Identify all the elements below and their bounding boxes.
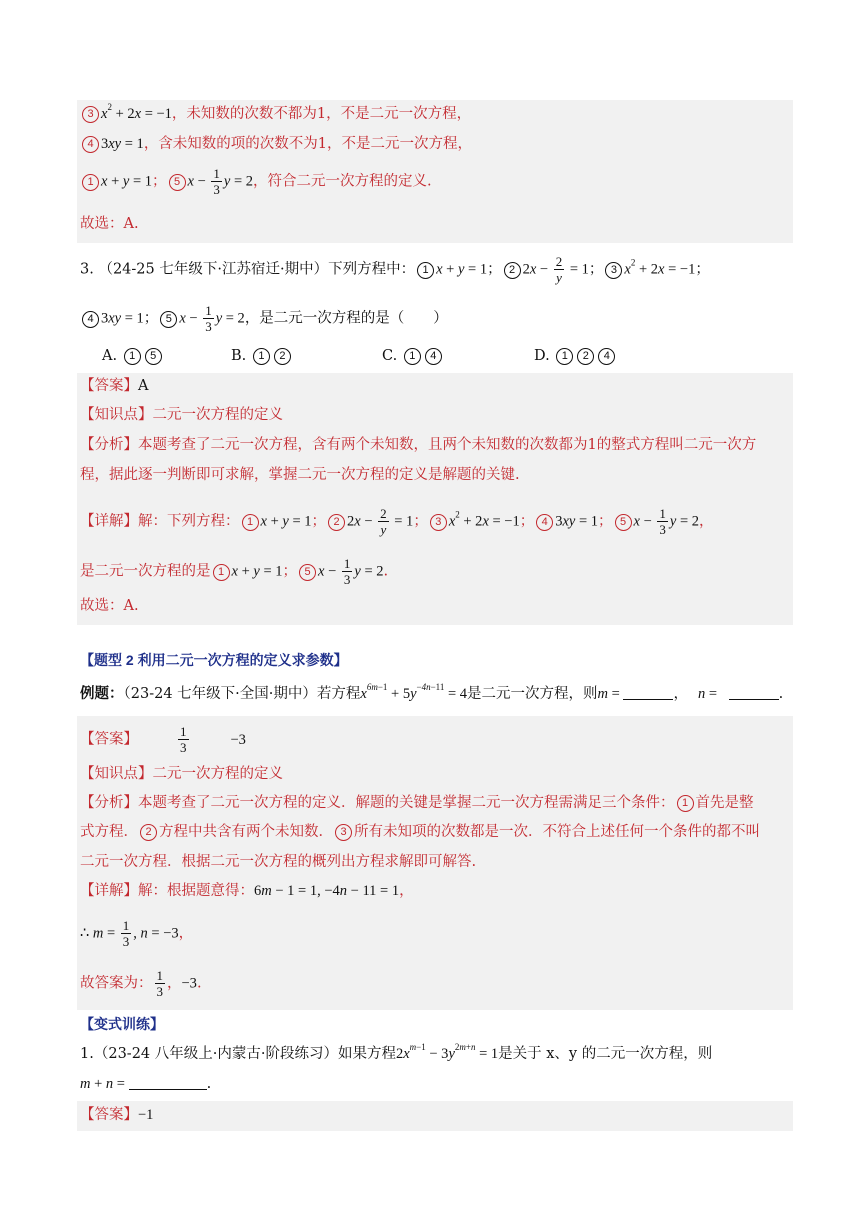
example-source: （23-24 七年级下·全国·期中）: [123, 686, 317, 702]
choice-key: D.: [534, 348, 550, 364]
choice-key: A.: [102, 348, 118, 364]
analysis-text: 首先是整: [695, 795, 754, 811]
fraction: $\frac{1}{3}$: [205, 303, 212, 334]
analysis-label: 【分析】: [80, 437, 138, 453]
variant-answer: [80, 1105, 153, 1125]
circled-num: 1: [253, 348, 270, 365]
variant-q-mid: 是关于 x、y 的二元一次方程，则: [498, 1046, 713, 1062]
circled-2: 2: [504, 262, 521, 279]
blank-m[interactable]: [623, 699, 673, 700]
example-label: 例题：: [80, 685, 124, 702]
example-analysis-3: 二元一次方程．根据二元一次方程的概列出方程求解即可解答.: [80, 854, 477, 870]
detail-label: 【详解】: [80, 513, 138, 530]
prev-line-4-text: ，含未知数的项的次数不为1，不是二元一次方程，: [143, 136, 473, 152]
answer-label: 【答案】: [80, 731, 138, 748]
example-analysis-1: [80, 793, 754, 813]
fraction: $\frac{1}{3}$: [343, 556, 351, 587]
analysis-label: 【分析】: [80, 795, 138, 811]
fraction: $\frac{2}{y}$: [555, 254, 563, 285]
prev-conclusion: 故选：A.: [80, 216, 139, 232]
q3-stem: 下列方程中：: [328, 261, 416, 278]
circled-1: 1: [213, 564, 230, 581]
prev-line-5-sep: ；: [152, 173, 167, 190]
circled-num: 5: [145, 348, 162, 365]
q3-analysis-2: 程，据此逐一判断即可求解，掌握二元一次方程的定义是解题的关键.: [80, 467, 520, 483]
example-conclusion: 故答案为： $\frac{1}{3}$ ，−3.: [80, 968, 202, 999]
example-pre: 若方程: [316, 686, 361, 702]
example-mid: 是二元一次方程，则: [467, 686, 598, 702]
circled-5: 5: [615, 514, 632, 531]
prev-line-3: 3 $x^2 + 2x = -1$，未知数的次数不都为1，不是二元一次方程，: [80, 104, 471, 124]
circled-4: 4: [82, 136, 99, 153]
answer-n-value: −3: [230, 731, 246, 748]
q3-stem-end: ，是二元一次方程的是（ ）: [244, 310, 448, 327]
detail-label: 【详解】: [80, 883, 138, 899]
circled-1: 1: [417, 262, 434, 279]
q3-number: 3.: [80, 261, 94, 278]
circled-5: 5: [169, 174, 186, 191]
knowledge-text: 二元一次方程的定义: [152, 407, 283, 423]
variant-q1-line-1: 1.（23-24 八年级上·内蒙古·阶段练习）如果方程$2x^{m-1} - 3y^{2m+n} = 1$是关于 x、y 的二元一次方程，则: [80, 1042, 713, 1062]
circled-3: 3: [82, 106, 99, 123]
answer-label: 【答案】: [80, 1107, 138, 1123]
variant-q-pre: 如果方程: [337, 1046, 396, 1062]
fraction: $\frac{1}{3}$: [213, 166, 220, 197]
circled-3: 3: [605, 262, 622, 279]
example-analysis-2: [80, 822, 760, 842]
q3-source: （24-25 七年级下·江苏宿迁·期中）: [98, 261, 329, 278]
answer-label: 【答案】: [80, 378, 138, 394]
fraction: $\frac{1}{3}$: [180, 724, 187, 755]
circled-num: 2: [577, 348, 594, 365]
circled-5: 5: [160, 311, 177, 328]
answer-value: −1: [138, 1107, 154, 1123]
type2-title: 【题型 2 利用二元一次方程的定义求参数】: [80, 652, 348, 668]
q3-choice-a[interactable]: [102, 346, 164, 366]
circled-1: 1: [242, 514, 259, 531]
analysis-text: 方程中共含有两个未知数．: [159, 824, 333, 840]
q3-choice-b[interactable]: [231, 346, 293, 366]
q3-stem-line-1: 3. （24-25 七年级下·江苏宿迁·期中）下列方程中： 1 x + y = 1； 2 2x − $\frac{2}{y}$ = 1； 3 $x^2 + 2x = -1$；: [80, 254, 710, 285]
blank-answer[interactable]: [129, 1089, 207, 1090]
circled-2: 2: [140, 824, 157, 841]
circled-num: 4: [598, 348, 615, 365]
q3-answer: [80, 376, 148, 396]
circled-num: 1: [124, 348, 141, 365]
variant-q-source: （23-24 八年级上·内蒙古·阶段练习）: [93, 1046, 338, 1062]
variant-q1-line-2: m + n = .: [80, 1076, 212, 1092]
circled-1: 1: [82, 174, 99, 191]
choice-key: C.: [382, 348, 398, 364]
analysis-text: 所有未知项的次数都是一次．不符合上述任何一个条件的都不叫: [354, 824, 760, 840]
circled-2: 2: [328, 514, 345, 531]
example-detail-2: ∴ m = $\frac{1}{3}$ , n = −3，: [80, 918, 194, 949]
circled-4: 4: [82, 311, 99, 328]
analysis-text: 式方程．: [80, 824, 138, 840]
analysis-text: 本题考查了二元一次方程的定义．解题的关键是掌握二元一次方程需满足三个条件：: [138, 795, 675, 811]
q3-stem-line-2: 4 3xy = 1； 5 x − $\frac{1}{3}$ y = 2，是二元一次方程的是（ ）: [80, 303, 448, 334]
detail-text: 是二元一次方程的是: [80, 563, 211, 580]
q3-conclusion: 故选：A.: [80, 598, 139, 614]
prev-line-3-text: ，未知数的次数不都为1，不是二元一次方程，: [171, 106, 472, 122]
circled-num: 2: [274, 348, 291, 365]
q3-detail-1: 【详解】解：下列方程： 1 x + y = 1； 2 2x − $\frac{2}{y}$ = 1； 3 $x^2 + 2x = -1$； 4 3xy = 1； 5 x − $\frac{1}{3}$ y = 2，: [80, 506, 714, 537]
q3-detail-2: 是二元一次方程的是 1 x + y = 1； 5 x − $\frac{1}{3}$ y = 2.: [80, 556, 389, 587]
q3-choice-c[interactable]: [382, 346, 444, 366]
q3-analysis-1: [80, 435, 756, 455]
example-stem: 例题：（23-24 七年级下·全国·期中）若方程$x^{6m-1} + 5y^{-4n-11} = 4$是二元一次方程，则m = ， n = .: [80, 682, 784, 702]
example-answer: [80, 724, 246, 755]
q3-knowledge: [80, 405, 283, 425]
variant-title: 【变式训练】: [80, 1016, 164, 1032]
prev-line-4: 4 3xy = 1，含未知数的项的次数不为1，不是二元一次方程，: [80, 134, 472, 154]
circled-3: 3: [335, 824, 352, 841]
circled-num: 1: [404, 348, 421, 365]
fraction: $\frac{1}{3}$: [659, 506, 666, 537]
analysis-text: 本题考查了二元一次方程，含有两个未知数，且两个未知数的次数都为1的整式方程叫二元一次方: [138, 437, 757, 453]
detail-text: 解：下列方程：: [138, 513, 240, 530]
prev-line-5-text: ，符合二元一次方程的定义.: [253, 173, 432, 190]
example-knowledge: [80, 764, 283, 784]
circled-num: 1: [556, 348, 573, 365]
conclusion-text: 故答案为：: [80, 975, 153, 992]
circled-num: 4: [425, 348, 442, 365]
knowledge-text: 二元一次方程的定义: [152, 766, 283, 782]
circled-5: 5: [299, 564, 316, 581]
variant-q-number: 1.: [80, 1046, 94, 1062]
fraction: $\frac{1}{3}$: [156, 968, 163, 999]
blank-n[interactable]: [729, 699, 779, 700]
choice-key: B.: [231, 348, 247, 364]
q3-choice-d[interactable]: [534, 346, 617, 366]
fraction: $\frac{2}{y}$: [380, 506, 387, 537]
detail-text: 解：根据题意得：: [138, 883, 254, 899]
circled-1: 1: [677, 795, 694, 812]
prev-line-5: 1 x + y = 1； 5 x − $\frac{1}{3}$ y = 2，符合二元一次方程的定义.: [80, 166, 432, 197]
answer-value: A: [138, 378, 149, 394]
circled-4: 4: [536, 514, 553, 531]
circled-3: 3: [430, 514, 447, 531]
example-detail-1: 【详解】解：根据题意得：6m − 1 = 1, −4n − 11 = 1，: [80, 883, 414, 899]
knowledge-label: 【知识点】: [80, 407, 153, 423]
variant-answer-band: [77, 1101, 793, 1131]
knowledge-label: 【知识点】: [80, 766, 153, 782]
fraction: $\frac{1}{3}$: [122, 918, 130, 949]
